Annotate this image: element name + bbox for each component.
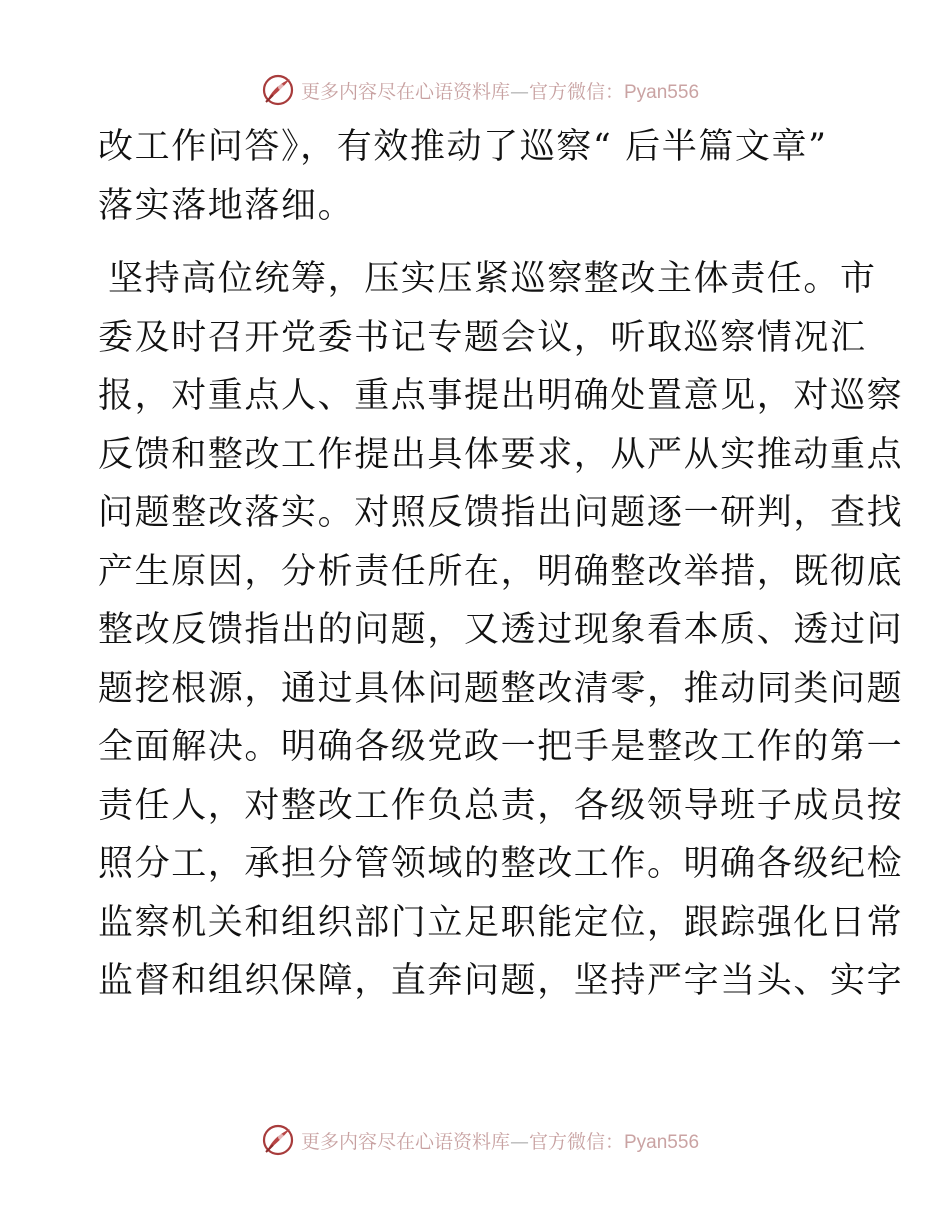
banner-wechat-label: 官方微信： — [528, 80, 624, 103]
header-banner — [0, 70, 950, 110]
text-line: 责任人，对整改工作负总责，各级领导班子成员按 — [98, 785, 904, 826]
banner-separator: — — [509, 1130, 529, 1153]
document-body — [98, 118, 904, 1011]
text-line: 照分工，承担分管领域的整改工作。明确各级纪检 — [98, 844, 904, 884]
text-line: 全面解决。明确各级党政一把手是整改工作的第一 — [98, 727, 904, 767]
text-line: 产生原因，分析责任所在，明确整改举措，既彻底 — [98, 551, 904, 592]
text-line: 问题整改落实。对照反馈指出问题逐一研判，查找 — [98, 493, 904, 533]
banner-wechat-id: Pyan556 — [624, 81, 700, 103]
text-line: 坚持高位统筹，压实压紧巡察整改主体责任。市 — [108, 259, 877, 299]
text-line: 报，对重点人、重点事提出明确处置意见，对巡察 — [98, 376, 904, 416]
banner-text — [301, 77, 699, 104]
quill-logo-icon — [261, 73, 295, 107]
text-line: 整改反馈指出的问题，又透过现象看本质、透过问 — [98, 610, 904, 650]
text-line: 题挖根源，通过具体问题整改清零，推动同类问题 — [98, 668, 904, 709]
footer-banner — [0, 1120, 950, 1160]
banner-inner — [251, 73, 699, 107]
text-line: 改工作问答》，有效推动了巡察“ 后半篇文章” — [98, 127, 828, 167]
banner-separator: — — [509, 80, 529, 103]
text-line: 监察机关和组织部门立足职能定位，跟踪强化日常 — [98, 902, 904, 943]
banner-wechat-id: Pyan556 — [624, 1131, 700, 1153]
text-line: 落实落地落细。 — [98, 185, 355, 226]
banner-site-text: 更多内容尽在心语资料库 — [300, 80, 510, 103]
quill-logo-icon — [261, 1123, 295, 1157]
paragraph-gap — [98, 235, 858, 250]
banner-text — [301, 1127, 699, 1154]
paragraph-2 — [98, 250, 904, 1011]
text-line: 监督和组织保障，直奔问题，坚持严字当头、实字 — [98, 961, 904, 1001]
banner-wechat-label: 官方微信： — [528, 1130, 624, 1153]
text-line: 反馈和整改工作提出具体要求，从严从实推动重点 — [98, 434, 904, 475]
banner-inner — [251, 1123, 699, 1157]
text-line: 委及时召开党委书记专题会议，听取巡察情况汇 — [98, 317, 867, 358]
banner-site-text: 更多内容尽在心语资料库 — [300, 1130, 510, 1153]
paragraph-1 — [98, 118, 858, 235]
